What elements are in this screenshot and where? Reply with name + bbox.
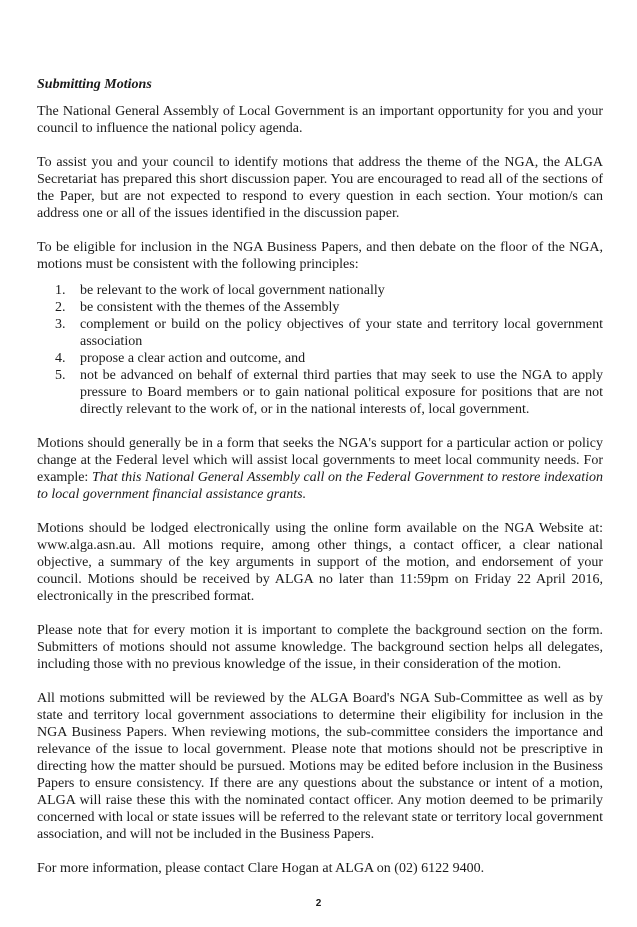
page-number: 2 (315, 898, 322, 909)
list-item-text: be relevant to the work of local government nationally (80, 283, 385, 298)
list-number: 1. (55, 283, 66, 298)
list-number: 3. (55, 317, 66, 332)
review-paragraph: All motions submitted will be reviewed by the ALGA Board's NGA Sub-Committee as well as by state and territory local government associations to determine their eligibility for inclusion in the NGA Business Papers. When reviewing motions, the sub-committee considers the importance and relevance of the issue to local government. Please note that motions should not be prescriptive in directing how the matter should be pursued. Motions may be edited before inclusion in the Business Papers to ensure consistency. If there are any questions about the substance or intent of a motion, ALGA will raise these this with the nominated contact officer. Any motion deemed to be primarily concerned with local or state issues will be referred to the relevant state or territory local government association, and will not be included in the Business Papers. (37, 691, 604, 842)
list-number: 5. (55, 368, 66, 383)
intro-paragraph: The National General Assembly of Local Government is an important opportunity for you and your council to influence the national policy agenda. (37, 104, 603, 136)
list-item (37, 282, 603, 299)
document-page (37, 76, 603, 894)
list-item (37, 299, 603, 316)
list-item (37, 367, 603, 418)
motion-form-text: Motions should generally be in a form that seeks the NGA's support for a particular action or policy change at the Federal level which will assist local governments to meet local community needs. For example: (37, 436, 603, 485)
motion-form-paragraph (37, 435, 603, 503)
list-item (37, 350, 603, 367)
discussion-paper-paragraph: To assist you and your council to identify motions that address the theme of the NGA, the ALGA Secretariat has prepared this short discussion paper. You are encouraged to read all of the sections of the Paper, but are not expected to respond to every question in each section. Your motion/s can address one or all of the issues identified in the discussion paper. (37, 155, 603, 221)
background-paragraph: Please note that for every motion it is important to complete the background section on the form. Submitters of motions should not assume knowledge. The background section helps all delegates, including those with no previous knowledge of the issue, in their consideration of the motion. (37, 623, 603, 672)
principles-list (37, 282, 603, 418)
list-item (37, 316, 603, 350)
list-item-text: be consistent with the themes of the Assembly (80, 300, 340, 315)
list-number: 2. (55, 300, 66, 315)
section-heading: Submitting Motions (37, 77, 152, 92)
example-motion: That this National General Assembly call on the Federal Government to restore indexation to local government financial assistance grants. (37, 470, 603, 502)
list-item-text: propose a clear action and outcome, and (80, 351, 306, 366)
list-number: 4. (55, 351, 66, 366)
lodgement-paragraph: Motions should be lodged electronically using the online form available on the NGA Website at: www.alga.asn.au. All motions require, among other things, a contact officer, a clear national objective, a summary of the key arguments in support of the motion, and endorsement of your council. Motions should be received by ALGA no later than 11:59pm on Friday 22 April 2016, electronically in the prescribed format. (37, 521, 603, 604)
list-item-text: not be advanced on behalf of external third parties that may seek to use the NGA to apply pressure to Board members or to gain national political exposure for positions that are not directly relevant to the work of, or in the national interests of, local government. (80, 368, 603, 417)
contact-paragraph: For more information, please contact Clare Hogan at ALGA on (02) 6122 9400. (37, 861, 485, 876)
eligibility-paragraph: To be eligible for inclusion in the NGA Business Papers, and then debate on the floor of the NGA, motions must be consistent with the following principles: (37, 240, 603, 272)
list-item-text: complement or build on the policy objectives of your state and territory local government association (80, 317, 603, 349)
